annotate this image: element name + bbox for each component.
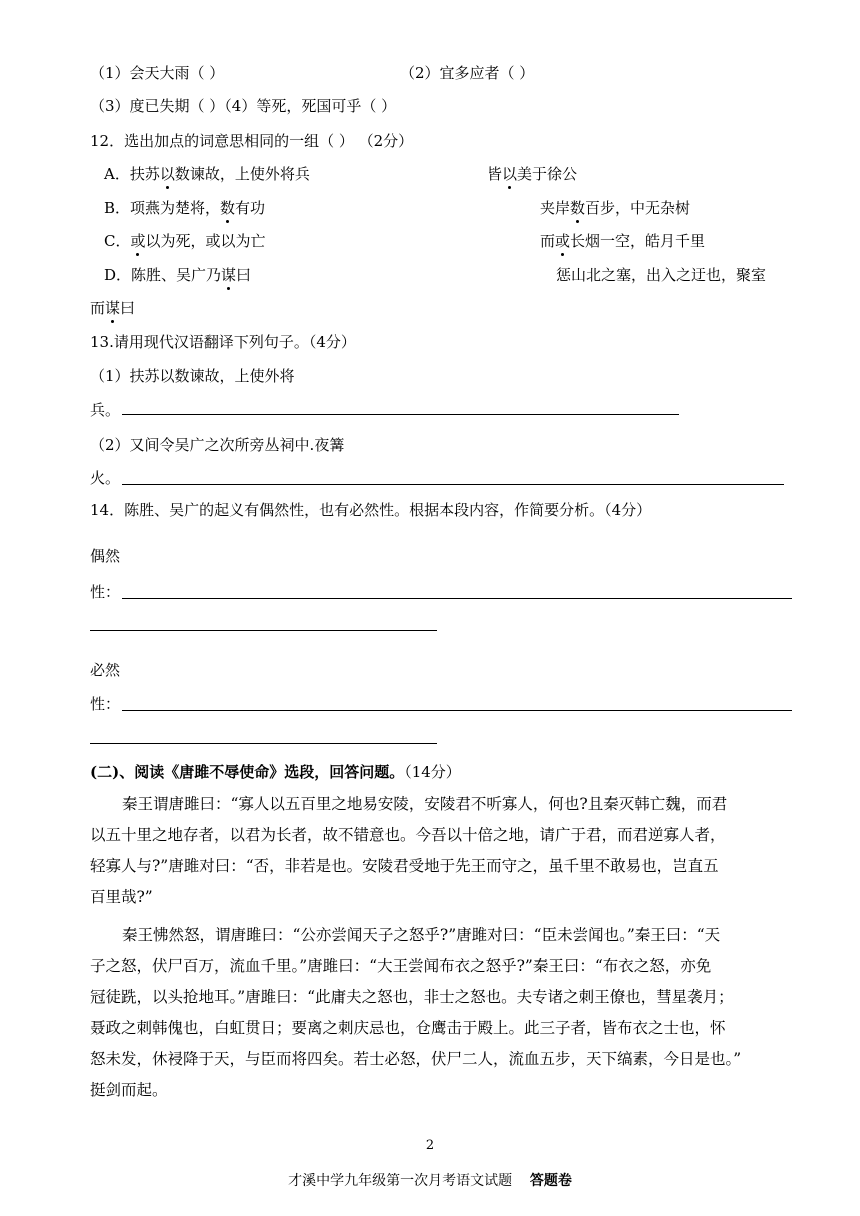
q12-a-left-pre: A．扶苏 <box>104 165 160 183</box>
section-2-heading <box>90 762 461 782</box>
q12-a-left-dotted: 以 <box>159 165 175 183</box>
q13-sentence-1: （1）扶苏以数谏故，上使外将 <box>90 367 295 385</box>
q11-items-3-4: （3）度已失期（ ）（4）等死，死国可乎（ ） <box>90 97 397 115</box>
q12-option-d-left <box>104 265 251 285</box>
q14-necessity-answer-line-1[interactable] <box>122 710 792 711</box>
passage-p1-line: 百里哉?” <box>90 888 153 906</box>
q12-c-left-post: 以为死，或以为亡 <box>145 232 266 250</box>
page-footer <box>0 1170 860 1190</box>
section-2-score: （14分） <box>404 763 461 781</box>
passage-p2-line: 挺剑而起。 <box>90 1081 168 1099</box>
q11-item-1: （1）会天大雨（ ） <box>90 64 225 82</box>
passage-p2-line: 聂政之刺韩傀也，白虹贯日；要离之刺庆忌也，仓鹰击于殿上。此三子者，皆布衣之士也，怀 <box>90 1019 726 1037</box>
q13-answer-line-1[interactable] <box>122 414 679 415</box>
passage-p2-line: 子之怒，伏尸百万，流血千里。”唐雎曰：“大王尝闻布衣之怒乎?”秦王曰：“布衣之怒，亦免 <box>90 957 712 975</box>
passage-paragraph-1 <box>90 789 727 913</box>
q12-option-b-left <box>104 198 265 218</box>
q12-c-right-pre: 而 <box>540 232 556 250</box>
q14-chance-answer-line-2[interactable] <box>90 630 437 631</box>
q14-chance-label-1: 偶然 <box>90 547 121 565</box>
q12-c-left-dotted: 或 <box>130 232 146 250</box>
q12-option-d-right: 惩山北之塞，出入之迂也，聚室 <box>556 266 767 284</box>
q12-c-right-post: 长烟一空，皓月千里 <box>570 232 706 250</box>
q14-chance-answer-line-1[interactable] <box>122 598 792 599</box>
q12-option-a-right <box>487 164 577 184</box>
footer-answer-sheet: 答题卷 <box>529 1173 572 1189</box>
q12-b-left-pre: B．项燕为楚将， <box>104 199 221 217</box>
q13-sentence-1-end: 兵。 <box>90 401 121 419</box>
q12-b-right-post: 百步，中无杂树 <box>585 199 691 217</box>
passage-p1-line: 以五十里之地存者，以君为长者，故不错意也。今吾以十倍之地，请广于君，而君逆寡人者， <box>90 826 726 844</box>
q14-chance-label-2: 性： <box>90 583 121 601</box>
q12-option-c-left <box>104 231 266 251</box>
q12-b-left-dotted: 数 <box>220 199 236 217</box>
q12-b-right-dotted: 数 <box>570 199 586 217</box>
passage-p2-line: 冠徒跣，以头抢地耳。”唐雎曰：“此庸夫之怒也，非士之怒也。夫专诸之刺王僚也，彗星袭月； <box>90 988 734 1006</box>
q12-c-left-pre: C． <box>104 232 131 250</box>
q13-sentence-2-end: 火。 <box>90 469 121 487</box>
q12-c-right-dotted: 或 <box>555 232 571 250</box>
page-number: 2 <box>425 1138 435 1153</box>
q12-option-d-continuation <box>90 298 135 318</box>
q13-title: 13.请用现代汉语翻译下列句子。（4分） <box>90 333 356 351</box>
q12-d-cont-post: 曰 <box>120 299 136 317</box>
q14-necessity-label-2: 性： <box>90 695 121 713</box>
q12-b-right-pre: 夹岸 <box>540 199 571 217</box>
footer-exam-title: 才溪中学九年级第一次月考语文试题 <box>288 1173 513 1189</box>
q12-d-left-pre: D．陈胜、吴广乃 <box>104 266 222 284</box>
q13-sentence-2: （2）又间令吴广之次所旁丛祠中.夜篝 <box>90 436 345 454</box>
q12-a-right-post: 美于徐公 <box>517 165 578 183</box>
q11-item-2: （2）宜多应者（ ） <box>400 64 535 82</box>
q12-a-right-pre: 皆 <box>487 165 503 183</box>
q12-title: 12．选出加点的词意思相同的一组（ ） （2分） <box>90 132 414 150</box>
q12-option-a-left <box>104 164 310 184</box>
q12-b-left-post: 有功 <box>235 199 266 217</box>
section-2-title: (二)、阅读《唐雎不辱使命》选段，回答问题。 <box>90 763 405 781</box>
passage-p1-line: 轻寡人与?”唐雎对曰：“否，非若是也。安陵君受地于先王而守之，虽千里不敢易也，岂直五 <box>90 857 719 875</box>
q13-answer-line-2[interactable] <box>122 484 784 485</box>
q14-necessity-label-1: 必然 <box>90 661 121 679</box>
q12-a-left-post: 数谏故，上使外将兵 <box>174 165 310 183</box>
q12-option-c-right <box>540 231 705 251</box>
q12-d-cont-dotted: 谋 <box>105 299 121 317</box>
passage-p2-line: 秦王怫然怒，谓唐雎曰：“公亦尝闻天子之怒乎?”唐雎对曰：“臣未尝闻也。”秦王曰：“天 <box>122 926 721 944</box>
passage-p2-line: 怒未发，休祲降于天，与臣而将四矣。若士必怒，伏尸二人，流血五步，天下缟素，今日是也。” <box>90 1050 742 1068</box>
q12-a-right-dotted: 以 <box>502 165 518 183</box>
q14-necessity-answer-line-2[interactable] <box>90 743 437 744</box>
q12-d-cont-pre: 而 <box>90 299 106 317</box>
q12-d-left-dotted: 谋 <box>221 266 237 284</box>
passage-p1-line: 秦王谓唐雎曰：“寡人以五百里之地易安陵，安陵君不听寡人，何也?且秦灭韩亡魏，而君 <box>122 795 728 813</box>
passage-paragraph-2 <box>90 920 741 1106</box>
q12-d-left-post: 曰 <box>236 266 252 284</box>
q14-title: 14．陈胜、吴广的起义有偶然性，也有必然性。根据本段内容，作简要分析。（4分） <box>90 501 652 519</box>
q12-option-b-right <box>540 198 690 218</box>
